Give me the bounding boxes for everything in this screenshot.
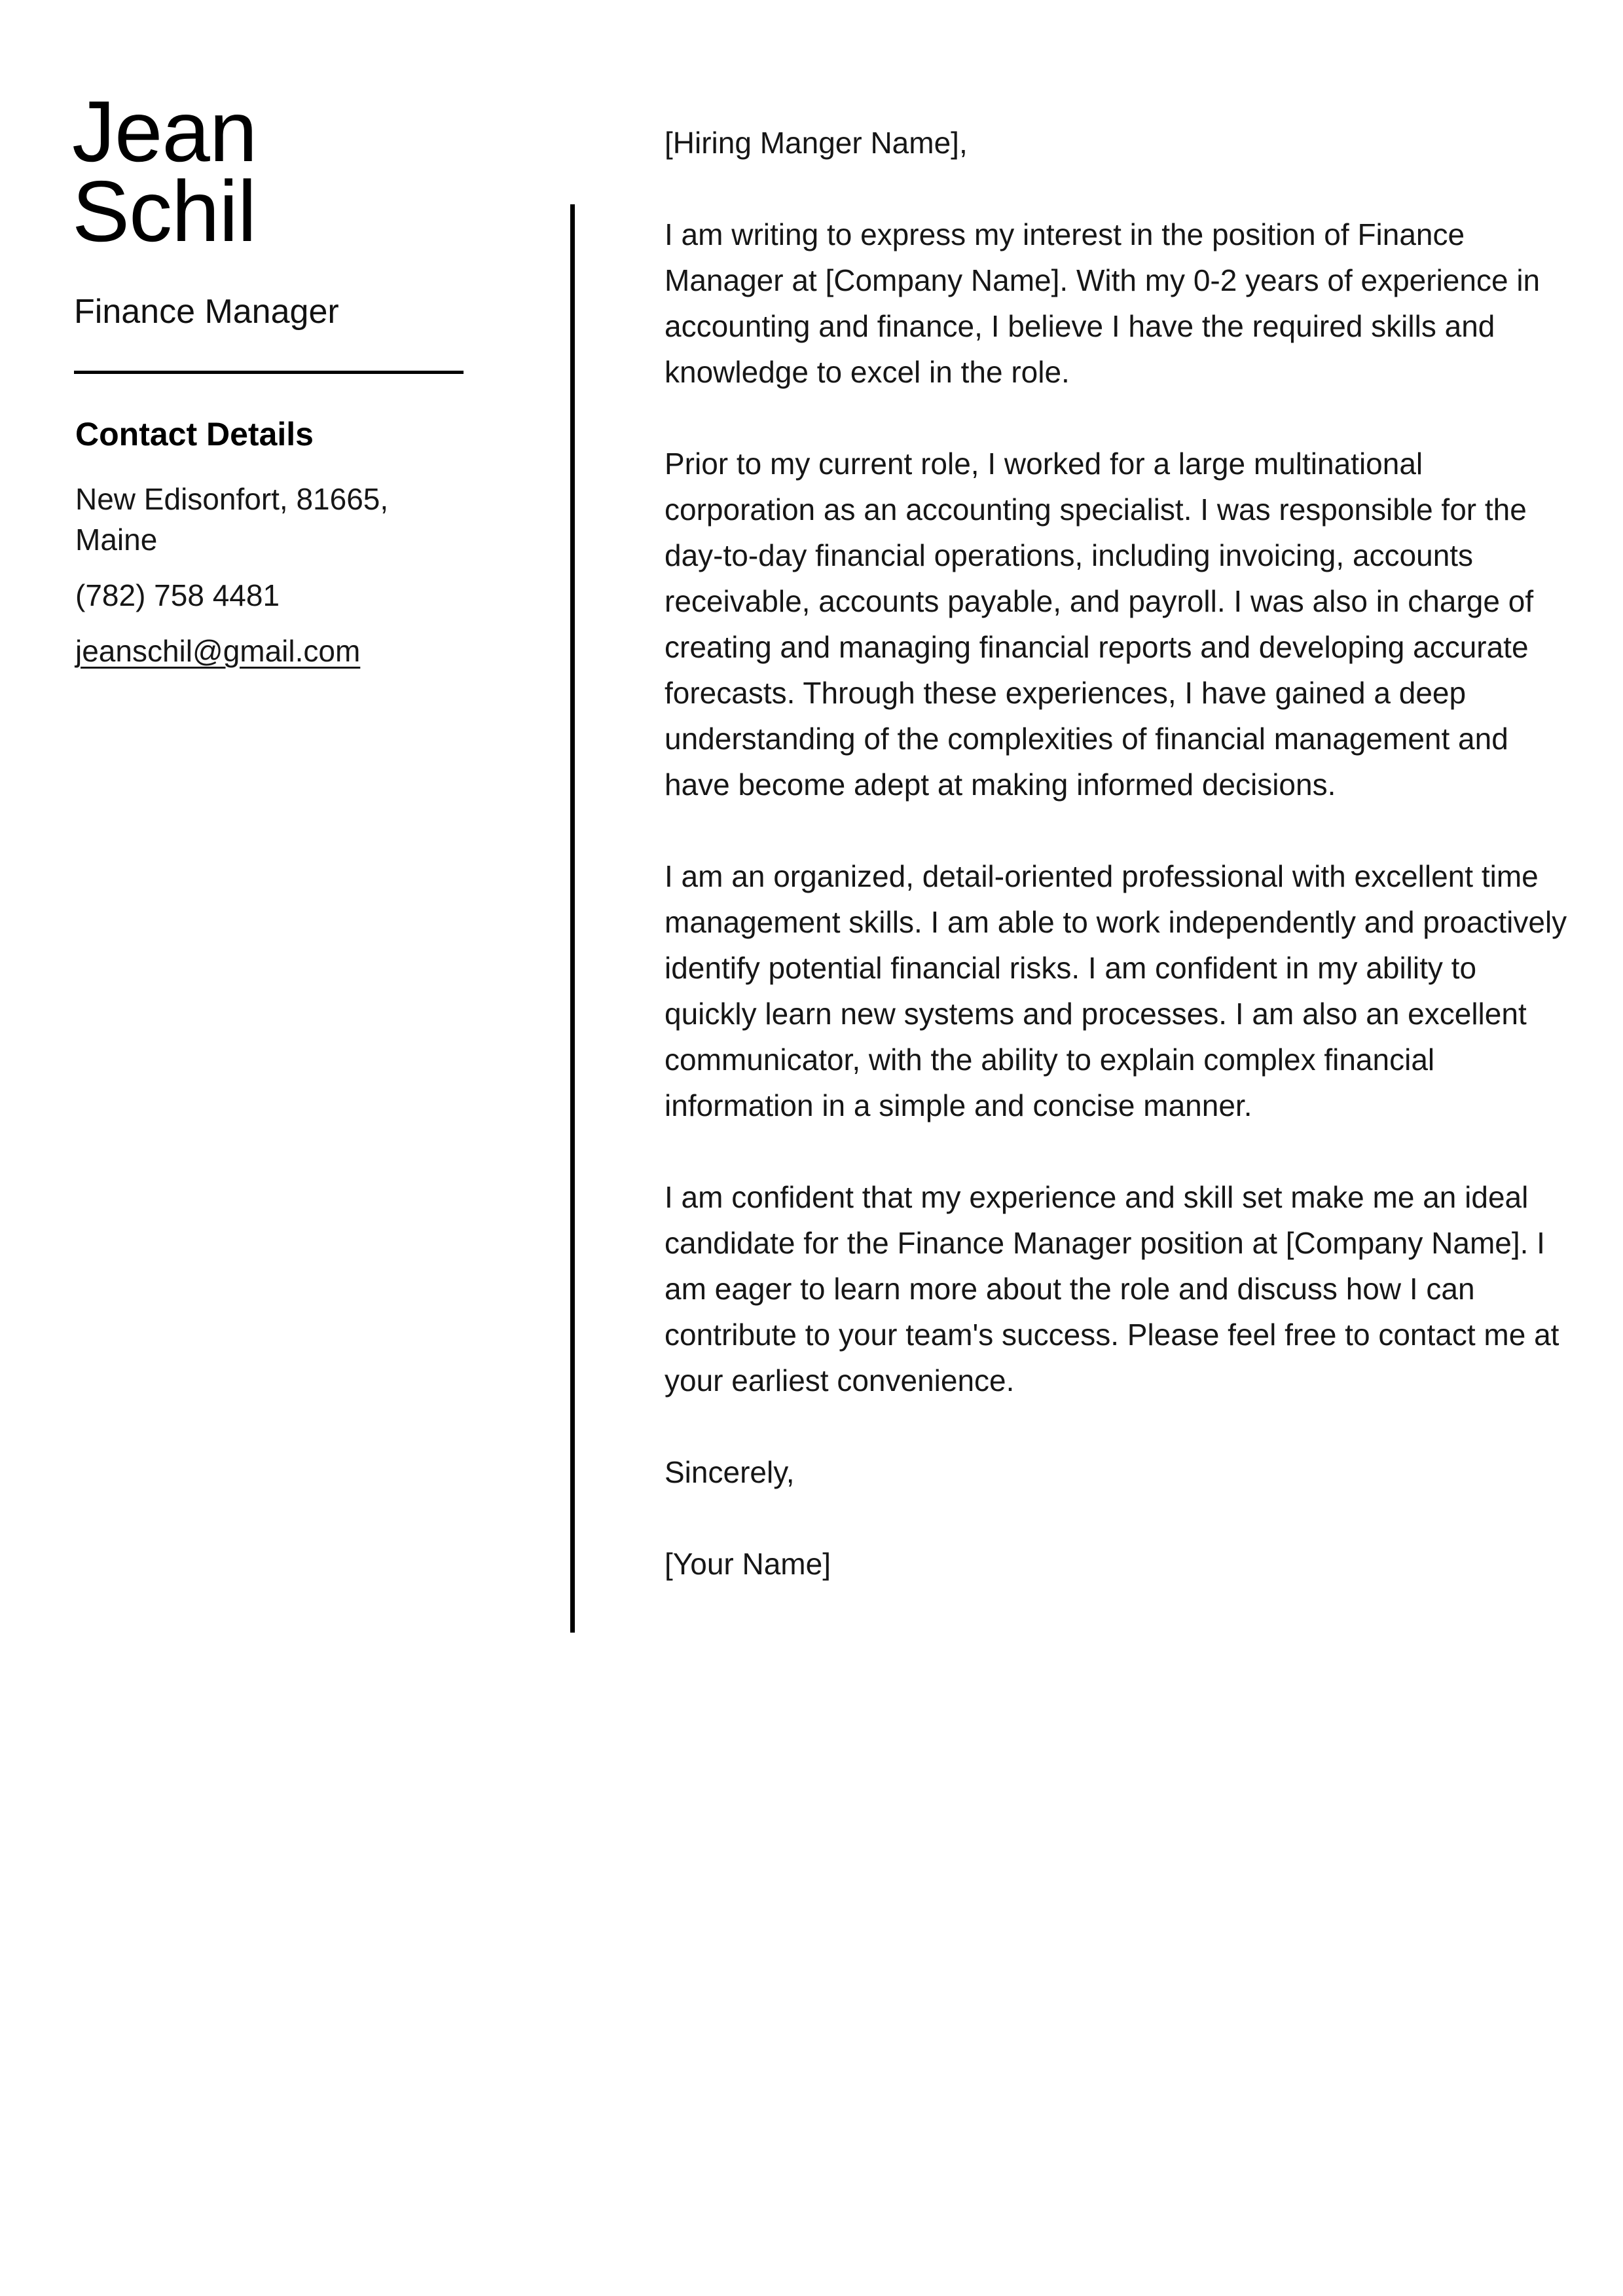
column-divider [570,204,575,1633]
letter-signature: [Your Name] [665,1547,831,1581]
contact-email-link[interactable]: jeanschil@gmail.com [75,634,361,668]
contact-address: New Edisonfort, 81665, Maine [75,482,389,557]
contact-phone: (782) 758 4481 [75,578,280,612]
letter-paragraph-4: I am confident that my experience and skill set make me an ideal candidate for the Finance Manager position at [Company Name]. I am eager to learn more about the role and discuss how I can contribute to your team's success. Please feel free to contact me at your earliest convenience. [665,1180,1559,1398]
person-job-title: Finance Manager [74,293,339,331]
contact-details-heading: Contact Details [75,416,314,453]
letter-greeting: [Hiring Manger Name], [665,126,968,160]
contact-email [75,632,429,670]
sidebar-divider-rule [74,371,464,374]
letter-paragraph-3: I am an organized, detail-oriented professional with excellent time management skills. I am able to work independently and proactively identify potential financial risks. I am confident in my ability to quickly learn new systems and processes. I am also an excellent communicator, with the ability to explain complex financial information in a simple and concise manner. [665,859,1567,1122]
letter-paragraph-2: Prior to my current role, I worked for a large multinational corporation as an accounting specialist. I was responsible for the day-to-day financial operations, including invoicing, accounts receivable, accounts payable, and payroll. I was also in charge of creating and managing financial reports and developing accurate forecasts. Through these experiences, I have gained a deep understanding of the complexities of financial management and have become adept at making informed decisions. [665,447,1534,802]
person-name: Jean Schil [72,83,257,259]
letter-paragraph-1: I am writing to express my interest in the position of Finance Manager at [Company Name]. With my 0-2 years of experience in accounting and finance, I believe I have the required skills and knowledge to excel in the role. [665,217,1541,389]
letter-closing: Sincerely, [665,1455,795,1489]
letter-body [665,120,1568,1587]
